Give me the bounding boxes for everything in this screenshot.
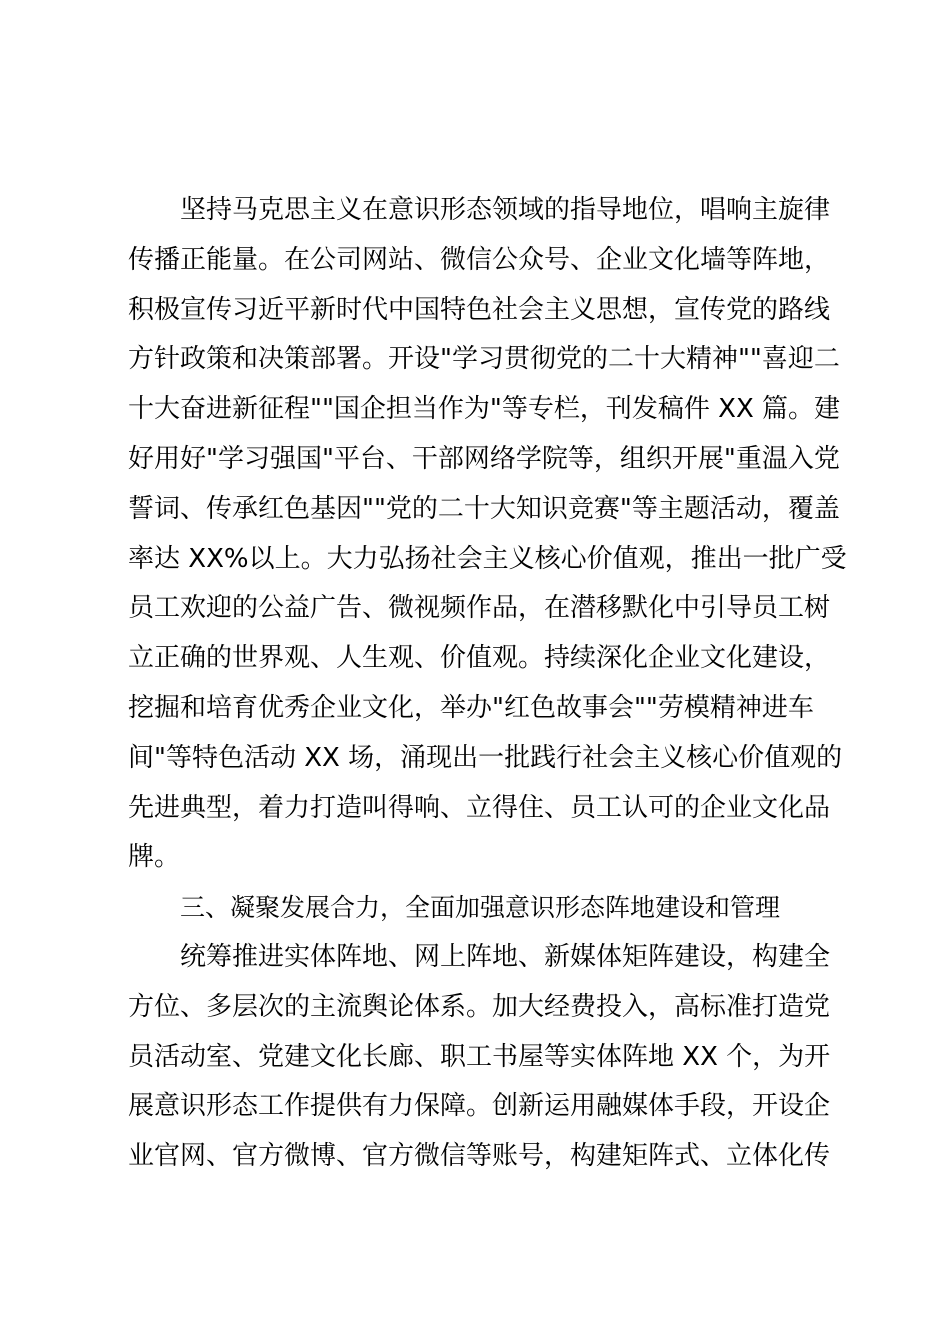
paragraph-line: 率达 XX%以上。大力弘扬社会主义核心价值观，推出一批广受 [128, 543, 847, 574]
paragraph-line: 员活动室、党建文化长廊、职工书屋等实体阵地 XX 个，为开 [128, 1041, 831, 1072]
paragraph-line: 间"等特色活动 XX 场，涌现出一批践行社会主义核心价值观的 [128, 742, 843, 773]
paragraph-line: 员工欢迎的公益广告、微视频作品，在潜移默化中引导员工树 [128, 593, 831, 624]
paragraph-line: 方针政策和决策部署。开设"学习贯彻党的二十大精神""喜迎二 [128, 344, 840, 375]
document-body [128, 186, 847, 1182]
paragraph-line: 展意识形态工作提供有力保障。创新运用融媒体手段，开设企 [128, 1091, 831, 1122]
paragraph-line: 业官网、官方微博、官方微信等账号，构建矩阵式、立体化传 [128, 1141, 831, 1172]
paragraph-line: 统筹推进实体阵地、网上阵地、新媒体矩阵建设，构建全 [180, 941, 831, 972]
paragraph-line: 挖掘和培育优秀企业文化，举办"红色故事会""劳模精神进车 [128, 692, 814, 723]
paragraph-line: 牌。 [128, 842, 181, 873]
section-heading: 三、凝聚发展合力，全面加强意识形态阵地建设和管理 [180, 893, 781, 923]
paragraph-line: 传播正能量。在公司网站、微信公众号、企业文化墙等阵地， [128, 244, 831, 275]
paragraph-line: 好用好"学习强国"平台、干部网络学院等，组织开展"重温入党 [128, 443, 840, 474]
paragraph-line: 誓词、传承红色基因""党的二十大知识竞赛"等主题活动，覆盖 [128, 493, 840, 524]
paragraph-line: 十大奋进新征程""国企担当作为"等专栏，刊发稿件 XX 篇。建 [128, 394, 841, 425]
paragraph-line: 积极宣传习近平新时代中国特色社会主义思想，宣传党的路线 [128, 294, 831, 325]
paragraph-line: 坚持马克思主义在意识形态领域的指导地位，唱响主旋律 [180, 195, 831, 225]
paragraph-line: 先进典型，着力打造叫得响、立得住、员工认可的企业文化品 [128, 792, 831, 823]
paragraph-line: 方位、多层次的主流舆论体系。加大经费投入，高标准打造党 [128, 991, 831, 1022]
paragraph-line: 立正确的世界观、人生观、价值观。持续深化企业文化建设， [128, 643, 831, 674]
